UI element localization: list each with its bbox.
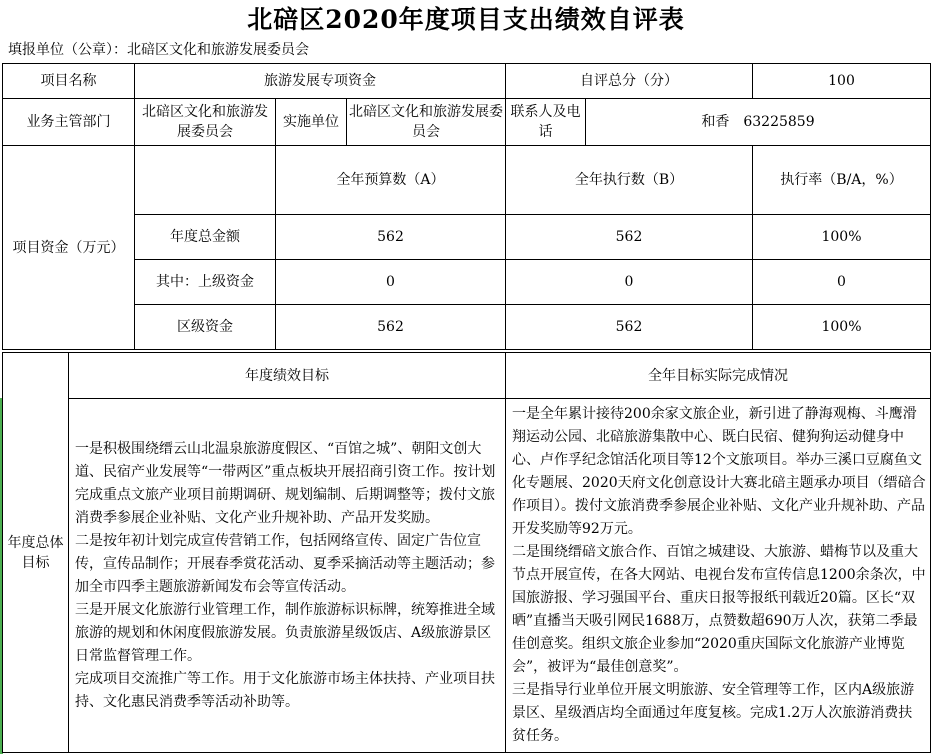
- goal-left-paragraph: 三是开展文化旅游行业管理工作，制作旅游标识标牌，统筹推进全域旅游的规划和休闲度假旅游发展。负责旅游星级饭店、A级旅游景区日常监督管理工作。: [75, 601, 495, 664]
- filing-unit: 填报单位（公章）：北碚区文化和旅游发展委员会: [8, 42, 309, 58]
- fund-budget: 562: [276, 305, 506, 350]
- fund-executed: 562: [506, 305, 753, 350]
- funds-header-row: [3, 146, 931, 215]
- goal-right-paragraph: 三是指导行业单位开展文明旅游、安全管理等工作，区内A级旅游景区、星级酒店均全面通过年度复核。完成1.2万人次旅游消费扶贫任务。: [512, 682, 915, 744]
- project-name-label: 项目名称: [3, 64, 135, 99]
- goals-col-right: 全年目标实际完成情况: [506, 353, 931, 399]
- goal-right-paragraph: 一是全年累计接待200余家文旅企业，新引进了静海观梅、斗鹰滑翔运动公园、北碚旅游集散中心、既白民宿、健狗狗运动健身中心、卢作孚纪念馆活化项目等12个文旅项目。举办三溪口豆腐鱼文化专题展、2020天府文化创意设计大赛北碚主题承办项目（缙碚合作项目）。拨付文旅消费季参展企业补贴、文化产业升规补助、产品开发奖励等92万元。: [512, 406, 926, 537]
- header-rate: 执行率（B/A，%）: [753, 146, 931, 215]
- fund-row-label: 年度总金额: [135, 215, 276, 260]
- impl-label: 实施单位: [276, 99, 347, 146]
- funds-header-blank: [135, 146, 276, 215]
- dept-value: 北碚区文化和旅游发展委员会: [135, 99, 276, 146]
- fund-rate: 100%: [753, 305, 931, 350]
- goals-label-text: 年度总体目标: [7, 534, 64, 571]
- fund-row-label: 区级资金: [135, 305, 276, 350]
- goal-right-paragraph: 二是围绕缙碚文旅合作、百馆之城建设、大旅游、蜡梅节以及重大节点开展宣传，在各大网站、电视台发布宣传信息1200余条次，中国旅游报、学习强国平台、重庆日报等报纸刊载近20篇。区长“双晒”直播当天吸引网民1688万，点赞数超690万人次，获第二季最佳创意奖。组织文旅企业参加“2020重庆国际文化旅游产业博览会”，被评为“最佳创意奖”。: [512, 544, 926, 675]
- funds-row-upper: [3, 260, 931, 305]
- funds-row-district: [3, 305, 931, 350]
- fund-budget: 562: [276, 215, 506, 260]
- header-executed: 全年执行数（B）: [506, 146, 753, 215]
- fund-budget: 0: [276, 260, 506, 305]
- goal-left-paragraph: 完成项目交流推广等工作。用于文化旅游市场主体扶持、产业项目扶持、文化惠民消费季等活动补助等。: [75, 670, 495, 710]
- goals-right-text: [506, 399, 931, 753]
- fund-row-label: 其中：上级资金: [135, 260, 276, 305]
- score-label: 自评总分（分）: [506, 64, 753, 99]
- score-value: 100: [753, 64, 931, 99]
- evaluation-table: [2, 63, 931, 350]
- goal-left-paragraph: 二是按年初计划完成宣传营销工作，包括网络宣传、固定广告位宣传，宣传品制作；开展春季赏花活动、夏季采摘活动等主题活动；参加全市四季主题旅游新闻发布会等宣传活动。: [75, 532, 495, 595]
- goals-header-row: [3, 353, 931, 399]
- fund-executed: 562: [506, 215, 753, 260]
- goals-left-text: [69, 399, 506, 753]
- dept-row: [3, 99, 931, 146]
- funds-row-total: [3, 215, 931, 260]
- funds-label: 项目资金（万元）: [3, 146, 135, 350]
- goals-col-left: 年度绩效目标: [69, 353, 506, 399]
- goals-table: [2, 352, 931, 753]
- goals-body-row: [3, 399, 931, 753]
- dept-label: 业务主管部门: [3, 99, 135, 146]
- fund-rate: 100%: [753, 215, 931, 260]
- project-name-value: 旅游发展专项资金: [135, 64, 506, 99]
- fund-rate: 0: [753, 260, 931, 305]
- fund-executed: 0: [506, 260, 753, 305]
- goals-label: [3, 353, 69, 753]
- project-row: [3, 64, 931, 99]
- impl-value: 北碚区文化和旅游发展委员会: [347, 99, 506, 146]
- header-budget: 全年预算数（A）: [276, 146, 506, 215]
- contact-value: 和香 63225859: [586, 99, 931, 146]
- contact-label: 联系人及电话: [506, 99, 586, 146]
- goal-left-paragraph: 一是积极围绕缙云山北温泉旅游度假区、“百馆之城”、朝阳文创大道、民宿产业发展等“一带两区”重点板块开展招商引资工作。按计划完成重点文旅产业项目前期调研、规划编制、后期调整等；拨付文旅消费季参展企业补贴、文化产业升规补助、产品开发奖励。: [75, 440, 496, 526]
- page-title: 北碚区2020年度项目支出绩效自评表: [247, 5, 685, 34]
